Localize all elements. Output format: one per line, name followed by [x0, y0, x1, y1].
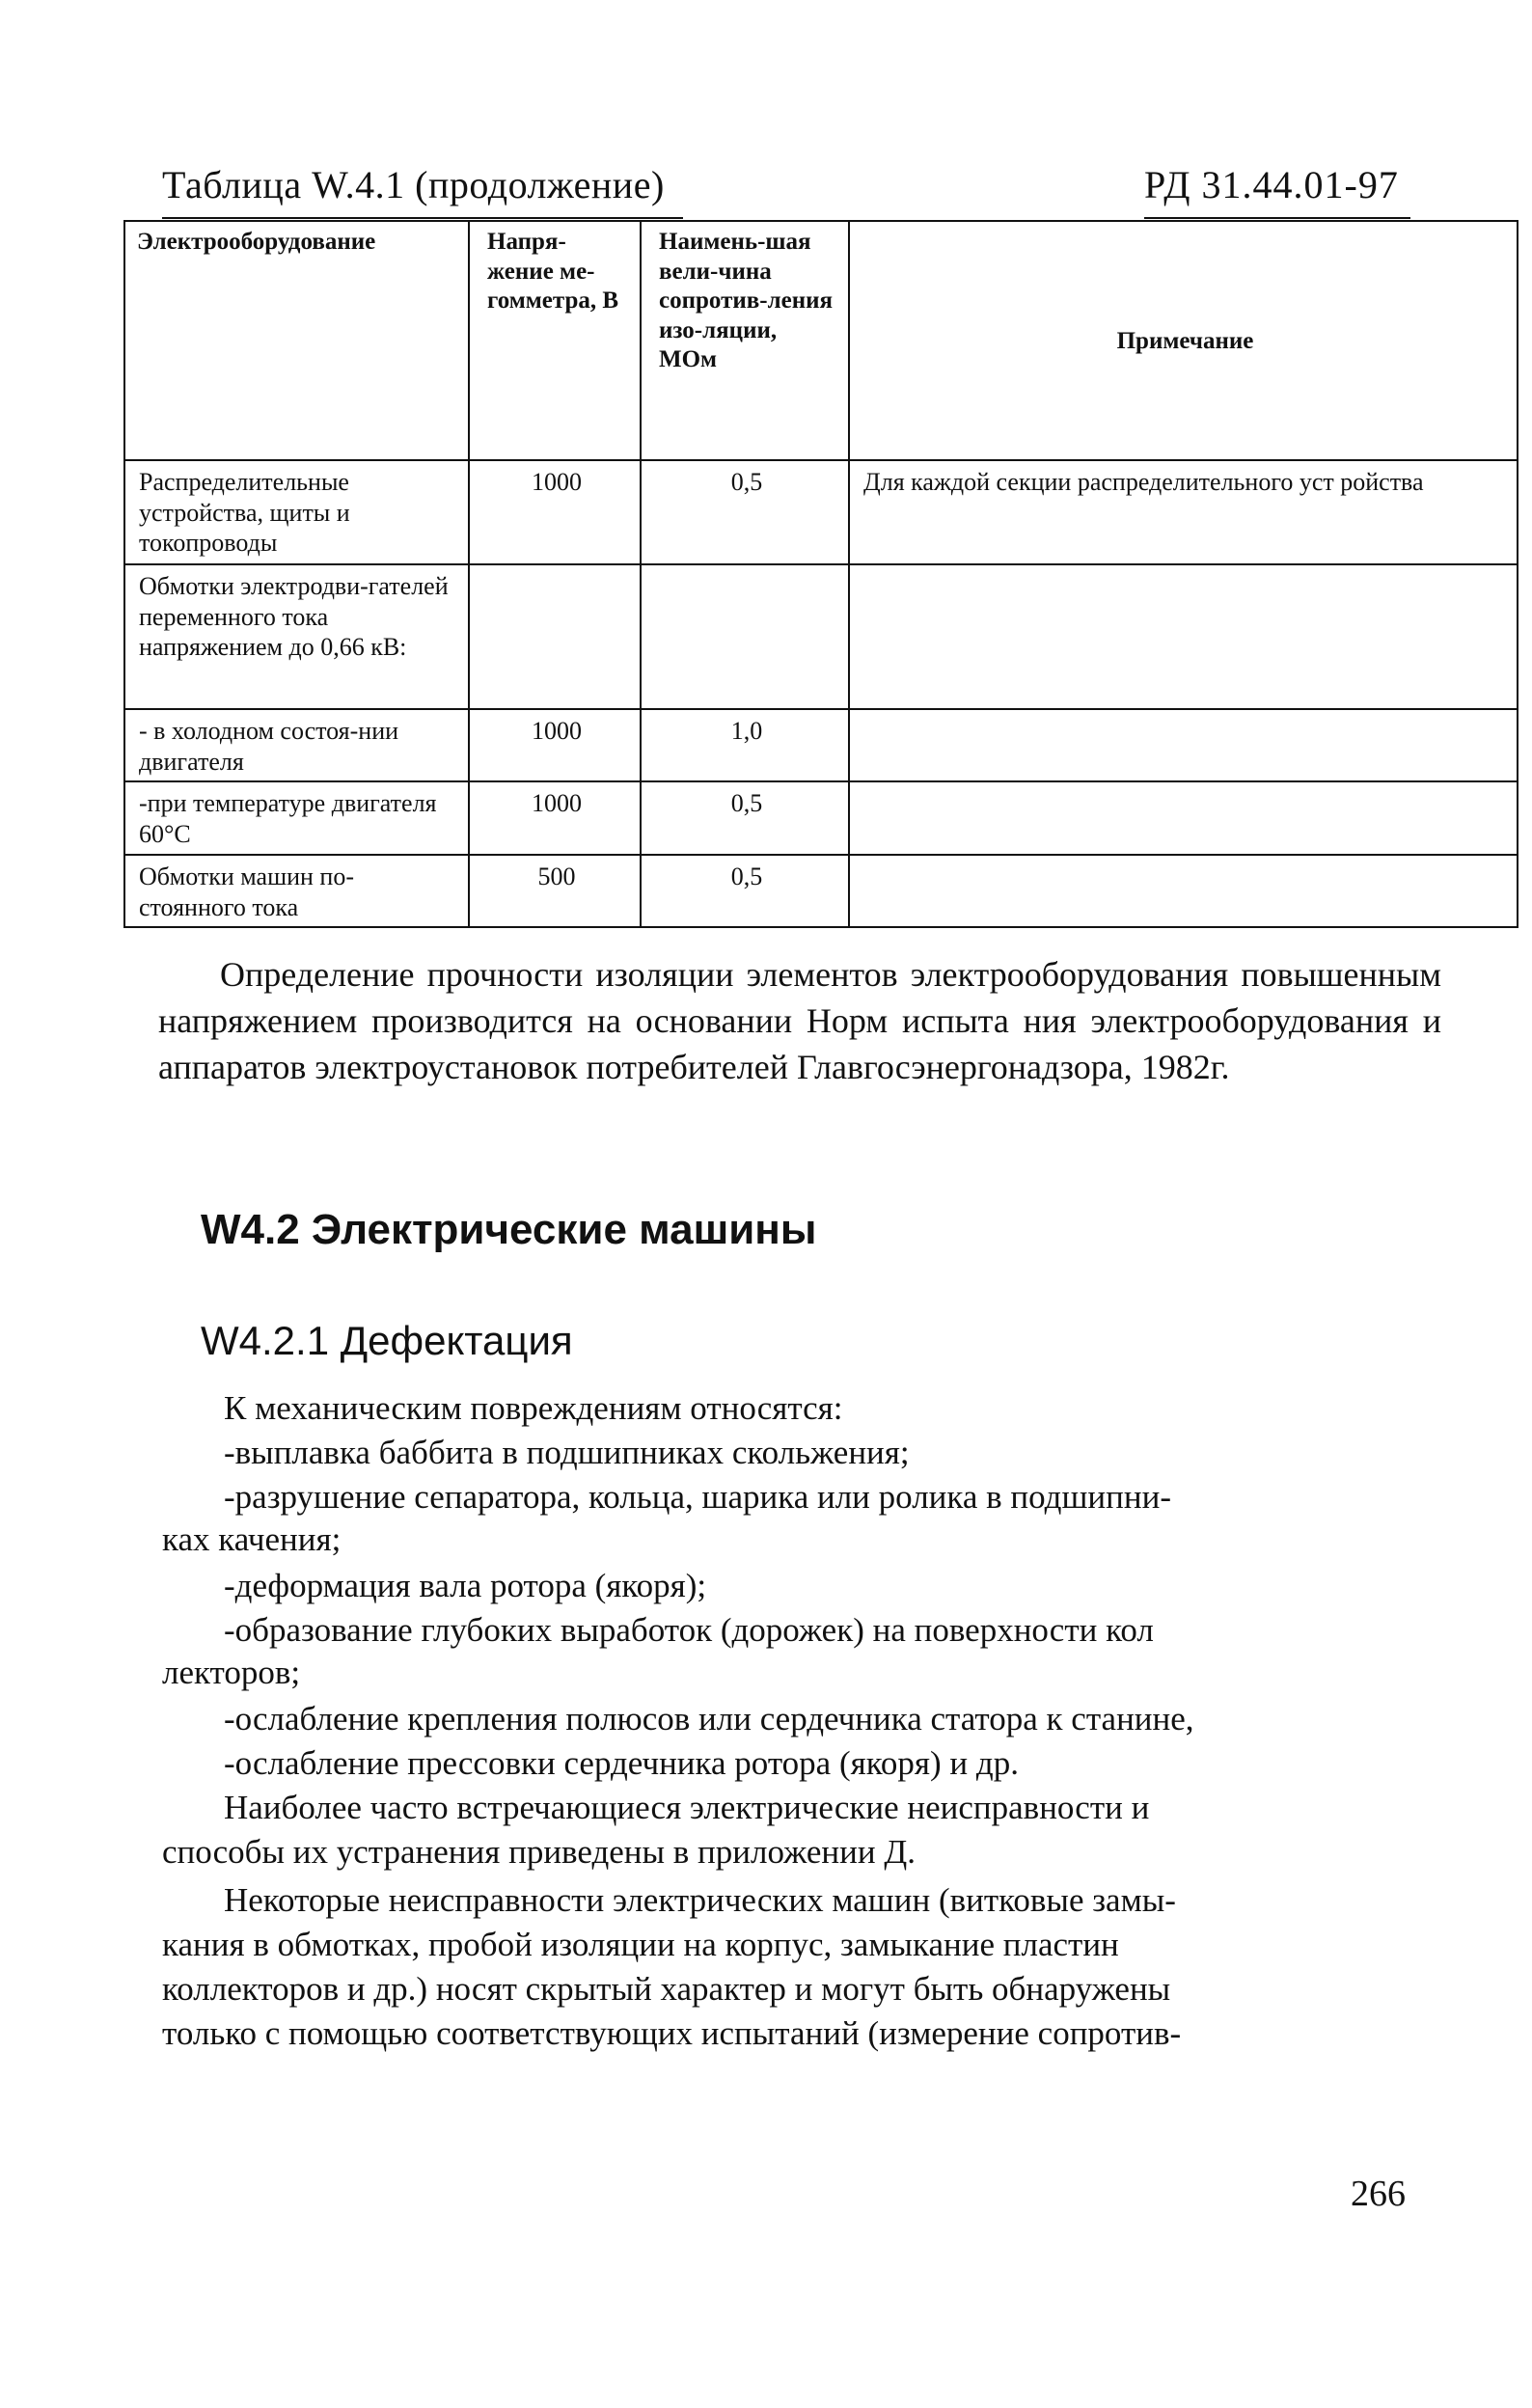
col-header-voltage: Напря-жение ме-гомметра, В — [469, 221, 641, 460]
cell-voltage: 1000 — [469, 781, 641, 854]
document-code: РД 31.44.01-97 — [1144, 163, 1399, 206]
cell-equipment: -при температуре двигателя 60°С — [124, 781, 469, 854]
cell-note — [849, 781, 1518, 854]
cell-resistance: 0,5 — [641, 781, 849, 854]
text-line: лекторов; — [162, 1654, 301, 1691]
col-header-resistance: Наимень-шая вели-чина сопротив-ления изо-ляции, МОм — [641, 221, 849, 460]
cell-note — [849, 855, 1518, 927]
section-heading: W4.2 Электрические машины — [201, 1206, 817, 1253]
cell-resistance: 0,5 — [641, 460, 849, 564]
cell-resistance: 1,0 — [641, 709, 849, 781]
text-line: -деформация вала ротора (якоря); — [224, 1567, 707, 1604]
cell-note — [849, 564, 1518, 709]
table-row — [124, 564, 1518, 709]
table-row — [124, 855, 1518, 927]
text-line: коллекторов и др.) носят скрытый характер и могут быть обнаружены — [162, 1970, 1171, 2008]
text-line: Наиболее часто встречающиеся электрические неисправности и — [224, 1789, 1150, 1826]
col-header-note: Примечание — [849, 221, 1518, 460]
cell-voltage: 1000 — [469, 709, 641, 781]
text-line: только с помощью соответствующих испытаний (измерение сопротив- — [162, 2014, 1182, 2052]
cell-equipment: Распределительные устройства, щиты и токопроводы — [124, 460, 469, 564]
text-line: К механическим повреждениям относятся: — [224, 1389, 843, 1427]
cell-voltage: 1000 — [469, 460, 641, 564]
cell-note: Для каждой секции распределительного уст ройства — [849, 460, 1518, 564]
paragraph-insulation-test: Определение прочности изоляции элементов электрооборудования повышенным напряжением производится на основании Норм испыта ния электрооборудования и аппаратов электроустановок потребителей Главгосэнергонадзора, 1982г. — [158, 955, 1441, 1086]
table-header-row — [124, 221, 1518, 460]
cell-voltage: 500 — [469, 855, 641, 927]
cell-equipment: Обмотки электродви-гателей переменного тока напряжением до 0,66 кВ: — [124, 564, 469, 709]
col-header-equipment: Электрооборудование — [124, 221, 469, 460]
subsection-heading: W4.2.1 Дефектация — [201, 1318, 573, 1363]
text-line: -образование глубоких выработок (дорожек) на поверхности кол — [224, 1611, 1154, 1649]
cell-note — [849, 709, 1518, 781]
cell-resistance — [641, 564, 849, 709]
cell-equipment: - в холодном состоя-нии двигателя — [124, 709, 469, 781]
table-caption: Таблица W.4.1 (продолжение) — [162, 163, 665, 206]
text-line: способы их устранения приведены в приложении Д. — [162, 1833, 916, 1871]
cell-resistance: 0,5 — [641, 855, 849, 927]
page-number: 266 — [1351, 2174, 1406, 2214]
table-row — [124, 460, 1518, 564]
code-underline — [1144, 217, 1410, 219]
text-line: -разрушение сепаратора, кольца, шарика или ролика в подшипни- — [224, 1478, 1171, 1516]
text-line: -ослабление крепления полюсов или сердечника статора к станине, — [224, 1700, 1194, 1738]
cell-voltage — [469, 564, 641, 709]
caption-underline — [162, 217, 683, 219]
text-line: ках качения; — [162, 1520, 342, 1558]
table-row — [124, 781, 1518, 854]
text-line: Некоторые неисправности электрических машин (витковые замы- — [224, 1881, 1176, 1919]
text-line: -ослабление прессовки сердечника ротора (якоря) и др. — [224, 1744, 1019, 1782]
cell-equipment: Обмотки машин по-стоянного тока — [124, 855, 469, 927]
text-line: -выплавка баббита в подшипниках скольжения; — [224, 1434, 910, 1471]
insulation-table — [123, 220, 1518, 928]
text-line: кания в обмотках, пробой изоляции на корпус, замыкание пластин — [162, 1926, 1119, 1963]
table-row — [124, 709, 1518, 781]
